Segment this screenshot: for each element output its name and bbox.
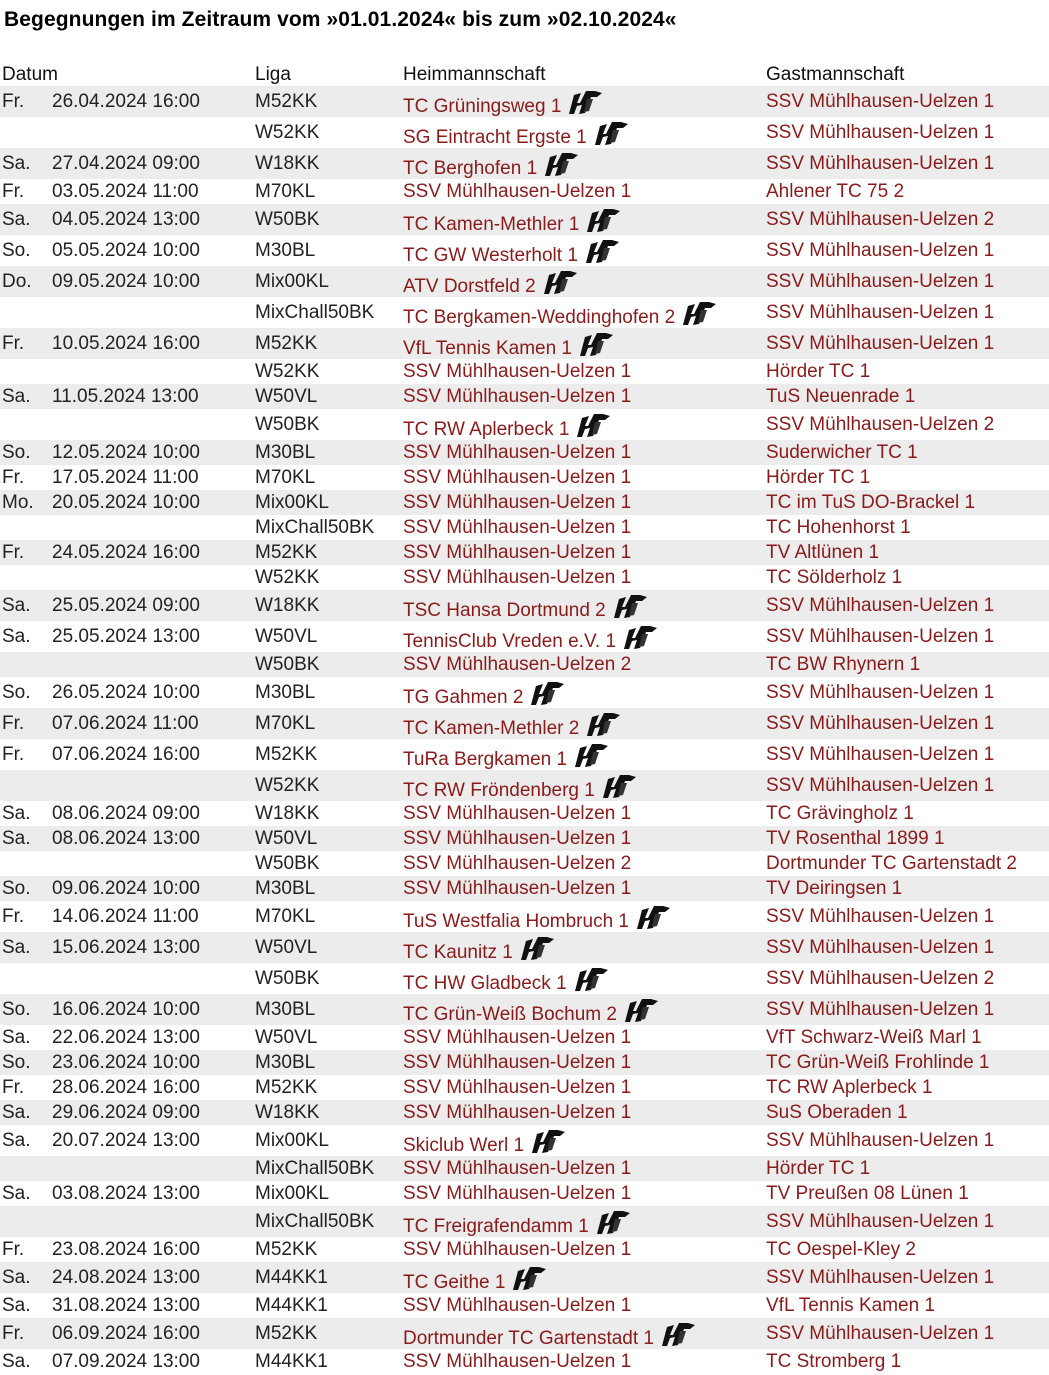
row-weekday: So. bbox=[2, 441, 31, 463]
row-datetime: 07.09.2024 13:00 bbox=[52, 1350, 200, 1372]
home-team-label[interactable]: TC Freigrafendamm 1 bbox=[403, 1215, 589, 1237]
row-guest-team[interactable]: SSV Mühlhausen-Uelzen 2 bbox=[766, 413, 995, 435]
table-row bbox=[0, 1181, 1049, 1206]
row-league: W50VL bbox=[255, 625, 318, 647]
header-home: Heimmannschaft bbox=[403, 64, 546, 85]
row-guest-team[interactable]: TV Altlünen 1 bbox=[766, 541, 880, 563]
report-icon[interactable] bbox=[595, 1209, 631, 1241]
row-guest-team[interactable]: SSV Mühlhausen-Uelzen 1 bbox=[766, 1322, 995, 1344]
report-icon[interactable] bbox=[660, 1321, 696, 1353]
row-weekday: Mo. bbox=[2, 491, 34, 513]
header-league: Liga bbox=[255, 64, 291, 85]
row-weekday: Sa. bbox=[2, 1026, 31, 1048]
row-league: M52KK bbox=[255, 90, 318, 112]
row-datetime: 04.05.2024 13:00 bbox=[52, 208, 200, 230]
row-datetime: 08.06.2024 13:00 bbox=[52, 827, 200, 849]
row-guest-team[interactable]: TC im TuS DO-Brackel 1 bbox=[766, 491, 976, 513]
row-datetime: 25.05.2024 09:00 bbox=[52, 594, 200, 616]
table-row bbox=[0, 384, 1049, 409]
table-row bbox=[0, 994, 1049, 1025]
home-team-label[interactable]: VfL Tennis Kamen 1 bbox=[403, 337, 572, 359]
row-league: W18KK bbox=[255, 594, 320, 616]
row-datetime: 03.05.2024 11:00 bbox=[52, 180, 199, 202]
row-weekday: Sa. bbox=[2, 1101, 31, 1123]
row-guest-team[interactable]: SSV Mühlhausen-Uelzen 2 bbox=[766, 208, 995, 230]
row-weekday: Sa. bbox=[2, 1129, 31, 1151]
row-weekday: Sa. bbox=[2, 936, 31, 958]
row-home-team[interactable]: SSV Mühlhausen-Uelzen 1 bbox=[403, 1051, 632, 1073]
row-home-team[interactable]: SSV Mühlhausen-Uelzen 1 bbox=[403, 1182, 632, 1204]
row-datetime: 14.06.2024 11:00 bbox=[52, 905, 199, 927]
table-row bbox=[0, 1025, 1049, 1050]
report-icon[interactable] bbox=[575, 412, 611, 444]
home-team-label[interactable]: TC RW Fröndenberg 1 bbox=[403, 779, 595, 801]
row-datetime: 26.04.2024 16:00 bbox=[52, 90, 200, 112]
table-row bbox=[0, 1125, 1049, 1156]
row-weekday: So. bbox=[2, 998, 31, 1020]
row-home-team[interactable]: SSV Mühlhausen-Uelzen 1 bbox=[403, 1026, 632, 1048]
row-weekday: Sa. bbox=[2, 152, 31, 174]
home-team-label[interactable]: TC RW Aplerbeck 1 bbox=[403, 418, 570, 440]
row-guest-team[interactable]: SSV Mühlhausen-Uelzen 1 bbox=[766, 594, 995, 616]
row-guest-team[interactable]: TV Deiringsen 1 bbox=[766, 877, 903, 899]
row-guest-team[interactable]: TC Grävingholz 1 bbox=[766, 802, 914, 824]
row-guest-team[interactable]: TC BW Rhynern 1 bbox=[766, 653, 921, 675]
home-team-label[interactable]: ATV Dorstfeld 2 bbox=[403, 275, 536, 297]
home-team-label[interactable]: TuRa Bergkamen 1 bbox=[403, 748, 568, 770]
table-row bbox=[0, 565, 1049, 590]
table-row bbox=[0, 677, 1049, 708]
row-guest-team[interactable]: SSV Mühlhausen-Uelzen 1 bbox=[766, 681, 995, 703]
row-datetime: 27.04.2024 09:00 bbox=[52, 152, 200, 174]
row-datetime: 24.05.2024 16:00 bbox=[52, 541, 200, 563]
report-icon[interactable] bbox=[573, 742, 609, 774]
row-guest-team[interactable]: SSV Mühlhausen-Uelzen 1 bbox=[766, 1129, 995, 1151]
row-datetime: 28.06.2024 16:00 bbox=[52, 1076, 200, 1098]
report-icon[interactable] bbox=[593, 120, 629, 152]
row-guest-team[interactable]: SSV Mühlhausen-Uelzen 1 bbox=[766, 121, 995, 143]
row-guest-team[interactable]: Hörder TC 1 bbox=[766, 360, 871, 382]
row-league: W50VL bbox=[255, 1026, 318, 1048]
row-weekday: So. bbox=[2, 877, 31, 899]
row-datetime: 12.05.2024 10:00 bbox=[52, 441, 200, 463]
row-home-team[interactable]: SSV Mühlhausen-Uelzen 1 bbox=[403, 566, 632, 588]
home-team-label[interactable]: TuS Westfalia Hombruch 1 bbox=[403, 910, 629, 932]
row-home-team[interactable]: SSV Mühlhausen-Uelzen 1 bbox=[403, 802, 632, 824]
row-home-team[interactable]: SSV Mühlhausen-Uelzen 1 bbox=[403, 466, 632, 488]
table-row bbox=[0, 204, 1049, 235]
table-row bbox=[0, 876, 1049, 901]
home-team-label[interactable]: TC Berghofen 1 bbox=[403, 157, 538, 179]
row-guest-team[interactable]: Dortmunder TC Gartenstadt 2 bbox=[766, 852, 1017, 874]
row-weekday: Fr. bbox=[2, 1238, 25, 1260]
home-team-label[interactable]: TG Gahmen 2 bbox=[403, 686, 524, 708]
row-datetime: 11.05.2024 13:00 bbox=[52, 385, 199, 407]
row-weekday: Sa. bbox=[2, 625, 31, 647]
row-guest-team[interactable]: SSV Mühlhausen-Uelzen 1 bbox=[766, 625, 995, 647]
row-guest-team[interactable]: SSV Mühlhausen-Uelzen 1 bbox=[766, 1210, 995, 1232]
header-date: Datum bbox=[2, 64, 58, 85]
table-row bbox=[0, 86, 1049, 117]
table-row bbox=[0, 901, 1049, 932]
row-guest-team[interactable]: TuS Neuenrade 1 bbox=[766, 385, 916, 407]
table-row bbox=[0, 359, 1049, 384]
table-row bbox=[0, 1100, 1049, 1125]
row-datetime: 09.06.2024 10:00 bbox=[52, 877, 200, 899]
table-row bbox=[0, 465, 1049, 490]
header-guest: Gastmannschaft bbox=[766, 64, 905, 85]
home-team-label[interactable]: TSC Hansa Dortmund 2 bbox=[403, 599, 606, 621]
row-weekday: Sa. bbox=[2, 827, 31, 849]
table-row bbox=[0, 117, 1049, 148]
table-row bbox=[0, 148, 1049, 179]
row-datetime: 20.07.2024 13:00 bbox=[52, 1129, 200, 1151]
home-team-label[interactable]: Dortmunder TC Gartenstadt 1 bbox=[403, 1327, 654, 1349]
row-league: W50BK bbox=[255, 413, 320, 435]
row-league: W18KK bbox=[255, 1101, 320, 1123]
row-datetime: 07.06.2024 11:00 bbox=[52, 712, 199, 734]
report-icon[interactable] bbox=[542, 269, 578, 301]
row-datetime: 20.05.2024 10:00 bbox=[52, 491, 200, 513]
row-datetime: 08.06.2024 09:00 bbox=[52, 802, 200, 824]
row-datetime: 10.05.2024 16:00 bbox=[52, 332, 200, 354]
row-weekday: Fr. bbox=[2, 90, 25, 112]
row-guest-team[interactable]: VfL Tennis Kamen 1 bbox=[766, 1294, 935, 1316]
row-weekday: Fr. bbox=[2, 1322, 25, 1344]
table-row bbox=[0, 1318, 1049, 1349]
row-weekday: Sa. bbox=[2, 802, 31, 824]
table-row bbox=[0, 328, 1049, 359]
home-team-label[interactable]: TC Kaunitz 1 bbox=[403, 941, 513, 963]
row-league: M30BL bbox=[255, 681, 316, 703]
row-home-team[interactable]: SSV Mühlhausen-Uelzen 1 bbox=[403, 491, 632, 513]
table-row bbox=[0, 1206, 1049, 1237]
row-league: M52KK bbox=[255, 332, 318, 354]
row-datetime: 31.08.2024 13:00 bbox=[52, 1294, 200, 1316]
row-guest-team[interactable]: TV Rosenthal 1899 1 bbox=[766, 827, 945, 849]
row-league: M44KK1 bbox=[255, 1350, 328, 1372]
row-league: W50VL bbox=[255, 827, 318, 849]
row-weekday: So. bbox=[2, 239, 31, 261]
table-row bbox=[0, 652, 1049, 677]
page-title: Begegnungen im Zeitraum vom »01.01.2024« bis zum »02.10.2024« bbox=[4, 8, 677, 31]
table-row bbox=[0, 851, 1049, 876]
row-league: MixChall50BK bbox=[255, 1157, 375, 1179]
table-row bbox=[0, 770, 1049, 801]
row-weekday: Fr. bbox=[2, 332, 25, 354]
row-datetime: 23.06.2024 10:00 bbox=[52, 1051, 200, 1073]
report-icon[interactable] bbox=[519, 935, 555, 967]
report-icon[interactable] bbox=[601, 773, 637, 805]
report-icon[interactable] bbox=[623, 997, 659, 1029]
row-guest-team[interactable]: SSV Mühlhausen-Uelzen 1 bbox=[766, 270, 995, 292]
row-home-team[interactable]: SSV Mühlhausen-Uelzen 1 bbox=[403, 360, 632, 382]
report-icon[interactable] bbox=[543, 151, 579, 183]
report-icon[interactable] bbox=[511, 1265, 547, 1297]
row-weekday: Fr. bbox=[2, 905, 25, 927]
table-header bbox=[0, 52, 1049, 86]
table-row bbox=[0, 266, 1049, 297]
row-guest-team[interactable]: VfT Schwarz-Weiß Marl 1 bbox=[766, 1026, 982, 1048]
row-datetime: 25.05.2024 13:00 bbox=[52, 625, 200, 647]
row-league: Mix00KL bbox=[255, 1182, 329, 1204]
matches-table bbox=[0, 86, 1049, 1374]
row-datetime: 03.08.2024 13:00 bbox=[52, 1182, 200, 1204]
row-league: Mix00KL bbox=[255, 1129, 329, 1151]
row-weekday: Sa. bbox=[2, 1182, 31, 1204]
report-icon[interactable] bbox=[635, 904, 671, 936]
row-guest-team[interactable]: TC Sölderholz 1 bbox=[766, 566, 903, 588]
report-icon[interactable] bbox=[567, 89, 603, 121]
home-team-label[interactable]: TennisClub Vreden e.V. 1 bbox=[403, 630, 617, 652]
table-row bbox=[0, 490, 1049, 515]
home-team-label[interactable]: TC Grüningsweg 1 bbox=[403, 95, 562, 117]
row-league: MixChall50BK bbox=[255, 1210, 375, 1232]
row-league: W50VL bbox=[255, 936, 318, 958]
row-home-team[interactable]: SSV Mühlhausen-Uelzen 1 bbox=[403, 1350, 632, 1372]
row-league: M30BL bbox=[255, 877, 316, 899]
row-weekday: Sa. bbox=[2, 208, 31, 230]
row-league: Mix00KL bbox=[255, 270, 329, 292]
row-league: MixChall50BK bbox=[255, 516, 375, 538]
row-guest-team[interactable]: TC RW Aplerbeck 1 bbox=[766, 1076, 933, 1098]
row-league: Mix00KL bbox=[255, 491, 329, 513]
row-guest-team[interactable]: Hörder TC 1 bbox=[766, 466, 871, 488]
row-home-team[interactable]: SSV Mühlhausen-Uelzen 1 bbox=[403, 385, 632, 407]
table-row bbox=[0, 590, 1049, 621]
row-league: W52KK bbox=[255, 360, 320, 382]
report-icon[interactable] bbox=[622, 624, 658, 656]
row-league: W52KK bbox=[255, 566, 320, 588]
row-weekday: Fr. bbox=[2, 466, 25, 488]
home-team-label[interactable]: TC Bergkamen-Weddinghofen 2 bbox=[403, 306, 676, 328]
row-guest-team[interactable]: TC Stromberg 1 bbox=[766, 1350, 902, 1372]
row-guest-team[interactable]: TC Oespel-Kley 2 bbox=[766, 1238, 916, 1260]
table-row bbox=[0, 235, 1049, 266]
row-weekday: Sa. bbox=[2, 1350, 31, 1372]
report-icon[interactable] bbox=[585, 207, 621, 239]
row-datetime: 24.08.2024 13:00 bbox=[52, 1266, 200, 1288]
row-home-team[interactable]: SSV Mühlhausen-Uelzen 1 bbox=[403, 541, 632, 563]
row-guest-team[interactable]: TC Hohenhorst 1 bbox=[766, 516, 911, 538]
row-weekday: Fr. bbox=[2, 180, 25, 202]
row-guest-team[interactable]: SSV Mühlhausen-Uelzen 1 bbox=[766, 936, 995, 958]
report-icon[interactable] bbox=[584, 238, 620, 270]
table-row bbox=[0, 297, 1049, 328]
row-guest-team[interactable]: SSV Mühlhausen-Uelzen 1 bbox=[766, 712, 995, 734]
row-datetime: 17.05.2024 11:00 bbox=[52, 466, 199, 488]
report-icon[interactable] bbox=[578, 331, 614, 363]
row-guest-team[interactable]: TV Preußen 08 Lünen 1 bbox=[766, 1182, 969, 1204]
row-datetime: 22.06.2024 13:00 bbox=[52, 1026, 200, 1048]
row-home-team[interactable]: SSV Mühlhausen-Uelzen 1 bbox=[403, 441, 632, 463]
report-icon[interactable] bbox=[612, 593, 648, 625]
report-icon[interactable] bbox=[529, 680, 565, 712]
row-league: M52KK bbox=[255, 1322, 318, 1344]
report-icon[interactable] bbox=[585, 711, 621, 743]
row-league: M52KK bbox=[255, 541, 318, 563]
row-guest-team[interactable]: SSV Mühlhausen-Uelzen 1 bbox=[766, 239, 995, 261]
report-icon[interactable] bbox=[530, 1128, 566, 1160]
row-guest-team[interactable]: SSV Mühlhausen-Uelzen 1 bbox=[766, 743, 995, 765]
row-weekday: Fr. bbox=[2, 1076, 25, 1098]
table-row bbox=[0, 932, 1049, 963]
home-team-label[interactable]: TC HW Gladbeck 1 bbox=[403, 972, 567, 994]
home-team-label[interactable]: TC GW Westerholt 1 bbox=[403, 244, 578, 266]
row-guest-team[interactable]: Ahlener TC 75 2 bbox=[766, 180, 905, 202]
report-icon[interactable] bbox=[573, 966, 609, 998]
row-league: M30BL bbox=[255, 1051, 316, 1073]
table-row bbox=[0, 1075, 1049, 1100]
row-weekday: Fr. bbox=[2, 541, 25, 563]
row-league: M70KL bbox=[255, 712, 316, 734]
table-row bbox=[0, 1237, 1049, 1262]
row-league: M70KL bbox=[255, 466, 316, 488]
row-league: W18KK bbox=[255, 802, 320, 824]
row-home-team[interactable]: SSV Mühlhausen-Uelzen 1 bbox=[403, 516, 632, 538]
row-league: W50BK bbox=[255, 852, 320, 874]
row-weekday: Sa. bbox=[2, 385, 31, 407]
row-guest-team[interactable]: TC Grün-Weiß Frohlinde 1 bbox=[766, 1051, 990, 1073]
row-guest-team[interactable]: SSV Mühlhausen-Uelzen 1 bbox=[766, 774, 995, 796]
home-team-label[interactable]: Skiclub Werl 1 bbox=[403, 1134, 525, 1156]
row-weekday: Fr. bbox=[2, 712, 25, 734]
row-datetime: 26.05.2024 10:00 bbox=[52, 681, 200, 703]
table-row bbox=[0, 515, 1049, 540]
row-weekday: So. bbox=[2, 1051, 31, 1073]
home-team-label[interactable]: TC Kamen-Methler 1 bbox=[403, 213, 580, 235]
row-guest-team[interactable]: Suderwicher TC 1 bbox=[766, 441, 918, 463]
row-datetime: 09.05.2024 10:00 bbox=[52, 270, 200, 292]
row-league: M44KK1 bbox=[255, 1294, 328, 1316]
table-row bbox=[0, 1349, 1049, 1374]
table-row bbox=[0, 708, 1049, 739]
home-team-label[interactable]: TC Kamen-Methler 2 bbox=[403, 717, 580, 739]
row-datetime: 07.06.2024 16:00 bbox=[52, 743, 200, 765]
row-guest-team[interactable]: SSV Mühlhausen-Uelzen 1 bbox=[766, 332, 995, 354]
row-guest-team[interactable]: SSV Mühlhausen-Uelzen 2 bbox=[766, 967, 995, 989]
row-league: M30BL bbox=[255, 998, 316, 1020]
row-home-team[interactable]: SSV Mühlhausen-Uelzen 1 bbox=[403, 1076, 632, 1098]
row-datetime: 16.06.2024 10:00 bbox=[52, 998, 200, 1020]
row-guest-team[interactable]: SSV Mühlhausen-Uelzen 1 bbox=[766, 905, 995, 927]
row-guest-team[interactable]: SSV Mühlhausen-Uelzen 1 bbox=[766, 998, 995, 1020]
row-guest-team[interactable]: Hörder TC 1 bbox=[766, 1157, 871, 1179]
table-row bbox=[0, 1050, 1049, 1075]
row-league: M70KL bbox=[255, 905, 316, 927]
row-datetime: 29.06.2024 09:00 bbox=[52, 1101, 200, 1123]
row-league: M52KK bbox=[255, 1238, 318, 1260]
row-weekday: Sa. bbox=[2, 1266, 31, 1288]
row-league: MixChall50BK bbox=[255, 301, 375, 323]
row-home-team[interactable]: SSV Mühlhausen-Uelzen 1 bbox=[403, 1238, 632, 1260]
row-weekday: Do. bbox=[2, 270, 32, 292]
row-league: W50BK bbox=[255, 208, 320, 230]
report-icon[interactable] bbox=[681, 300, 717, 332]
row-home-team[interactable]: SSV Mühlhausen-Uelzen 1 bbox=[403, 1294, 632, 1316]
table-row bbox=[0, 739, 1049, 770]
row-home-team[interactable]: SSV Mühlhausen-Uelzen 2 bbox=[403, 653, 632, 675]
row-league: M70KL bbox=[255, 180, 316, 202]
home-team-label[interactable]: SG Eintracht Ergste 1 bbox=[403, 126, 587, 148]
row-league: M30BL bbox=[255, 239, 316, 261]
row-home-team[interactable]: SSV Mühlhausen-Uelzen 1 bbox=[403, 1157, 632, 1179]
row-guest-team[interactable]: SSV Mühlhausen-Uelzen 1 bbox=[766, 1266, 995, 1288]
table-row bbox=[0, 179, 1049, 204]
row-weekday: So. bbox=[2, 681, 31, 703]
row-league: M30BL bbox=[255, 441, 316, 463]
row-home-team[interactable]: SSV Mühlhausen-Uelzen 2 bbox=[403, 852, 632, 874]
table-row bbox=[0, 801, 1049, 826]
table-row bbox=[0, 409, 1049, 440]
table-row bbox=[0, 440, 1049, 465]
row-league: W50VL bbox=[255, 385, 318, 407]
row-guest-team[interactable]: SSV Mühlhausen-Uelzen 1 bbox=[766, 301, 995, 323]
row-league: W50BK bbox=[255, 967, 320, 989]
table-row bbox=[0, 1262, 1049, 1293]
row-league: W52KK bbox=[255, 121, 320, 143]
table-row bbox=[0, 1156, 1049, 1181]
row-guest-team[interactable]: SuS Oberaden 1 bbox=[766, 1101, 908, 1123]
row-home-team[interactable]: SSV Mühlhausen-Uelzen 1 bbox=[403, 1101, 632, 1123]
table-row bbox=[0, 963, 1049, 994]
table-row bbox=[0, 1293, 1049, 1318]
row-datetime: 06.09.2024 16:00 bbox=[52, 1322, 200, 1344]
home-team-label[interactable]: TC Grün-Weiß Bochum 2 bbox=[403, 1003, 617, 1025]
row-home-team[interactable]: SSV Mühlhausen-Uelzen 1 bbox=[403, 180, 632, 202]
row-league: M52KK bbox=[255, 743, 318, 765]
row-datetime: 15.06.2024 13:00 bbox=[52, 936, 200, 958]
home-team-label[interactable]: TC Geithe 1 bbox=[403, 1271, 506, 1293]
row-league: M44KK1 bbox=[255, 1266, 328, 1288]
row-weekday: Sa. bbox=[2, 594, 31, 616]
row-league: W52KK bbox=[255, 774, 320, 796]
row-weekday: Fr. bbox=[2, 743, 25, 765]
row-league: W50BK bbox=[255, 653, 320, 675]
table-row bbox=[0, 826, 1049, 851]
row-weekday: Sa. bbox=[2, 1294, 31, 1316]
table-row bbox=[0, 540, 1049, 565]
row-league: W18KK bbox=[255, 152, 320, 174]
row-datetime: 05.05.2024 10:00 bbox=[52, 239, 200, 261]
row-home-team[interactable]: SSV Mühlhausen-Uelzen 1 bbox=[403, 877, 632, 899]
row-home-team[interactable]: SSV Mühlhausen-Uelzen 1 bbox=[403, 827, 632, 849]
row-guest-team[interactable]: SSV Mühlhausen-Uelzen 1 bbox=[766, 152, 995, 174]
table-row bbox=[0, 621, 1049, 652]
row-guest-team[interactable]: SSV Mühlhausen-Uelzen 1 bbox=[766, 90, 995, 112]
row-datetime: 23.08.2024 16:00 bbox=[52, 1238, 200, 1260]
row-league: M52KK bbox=[255, 1076, 318, 1098]
